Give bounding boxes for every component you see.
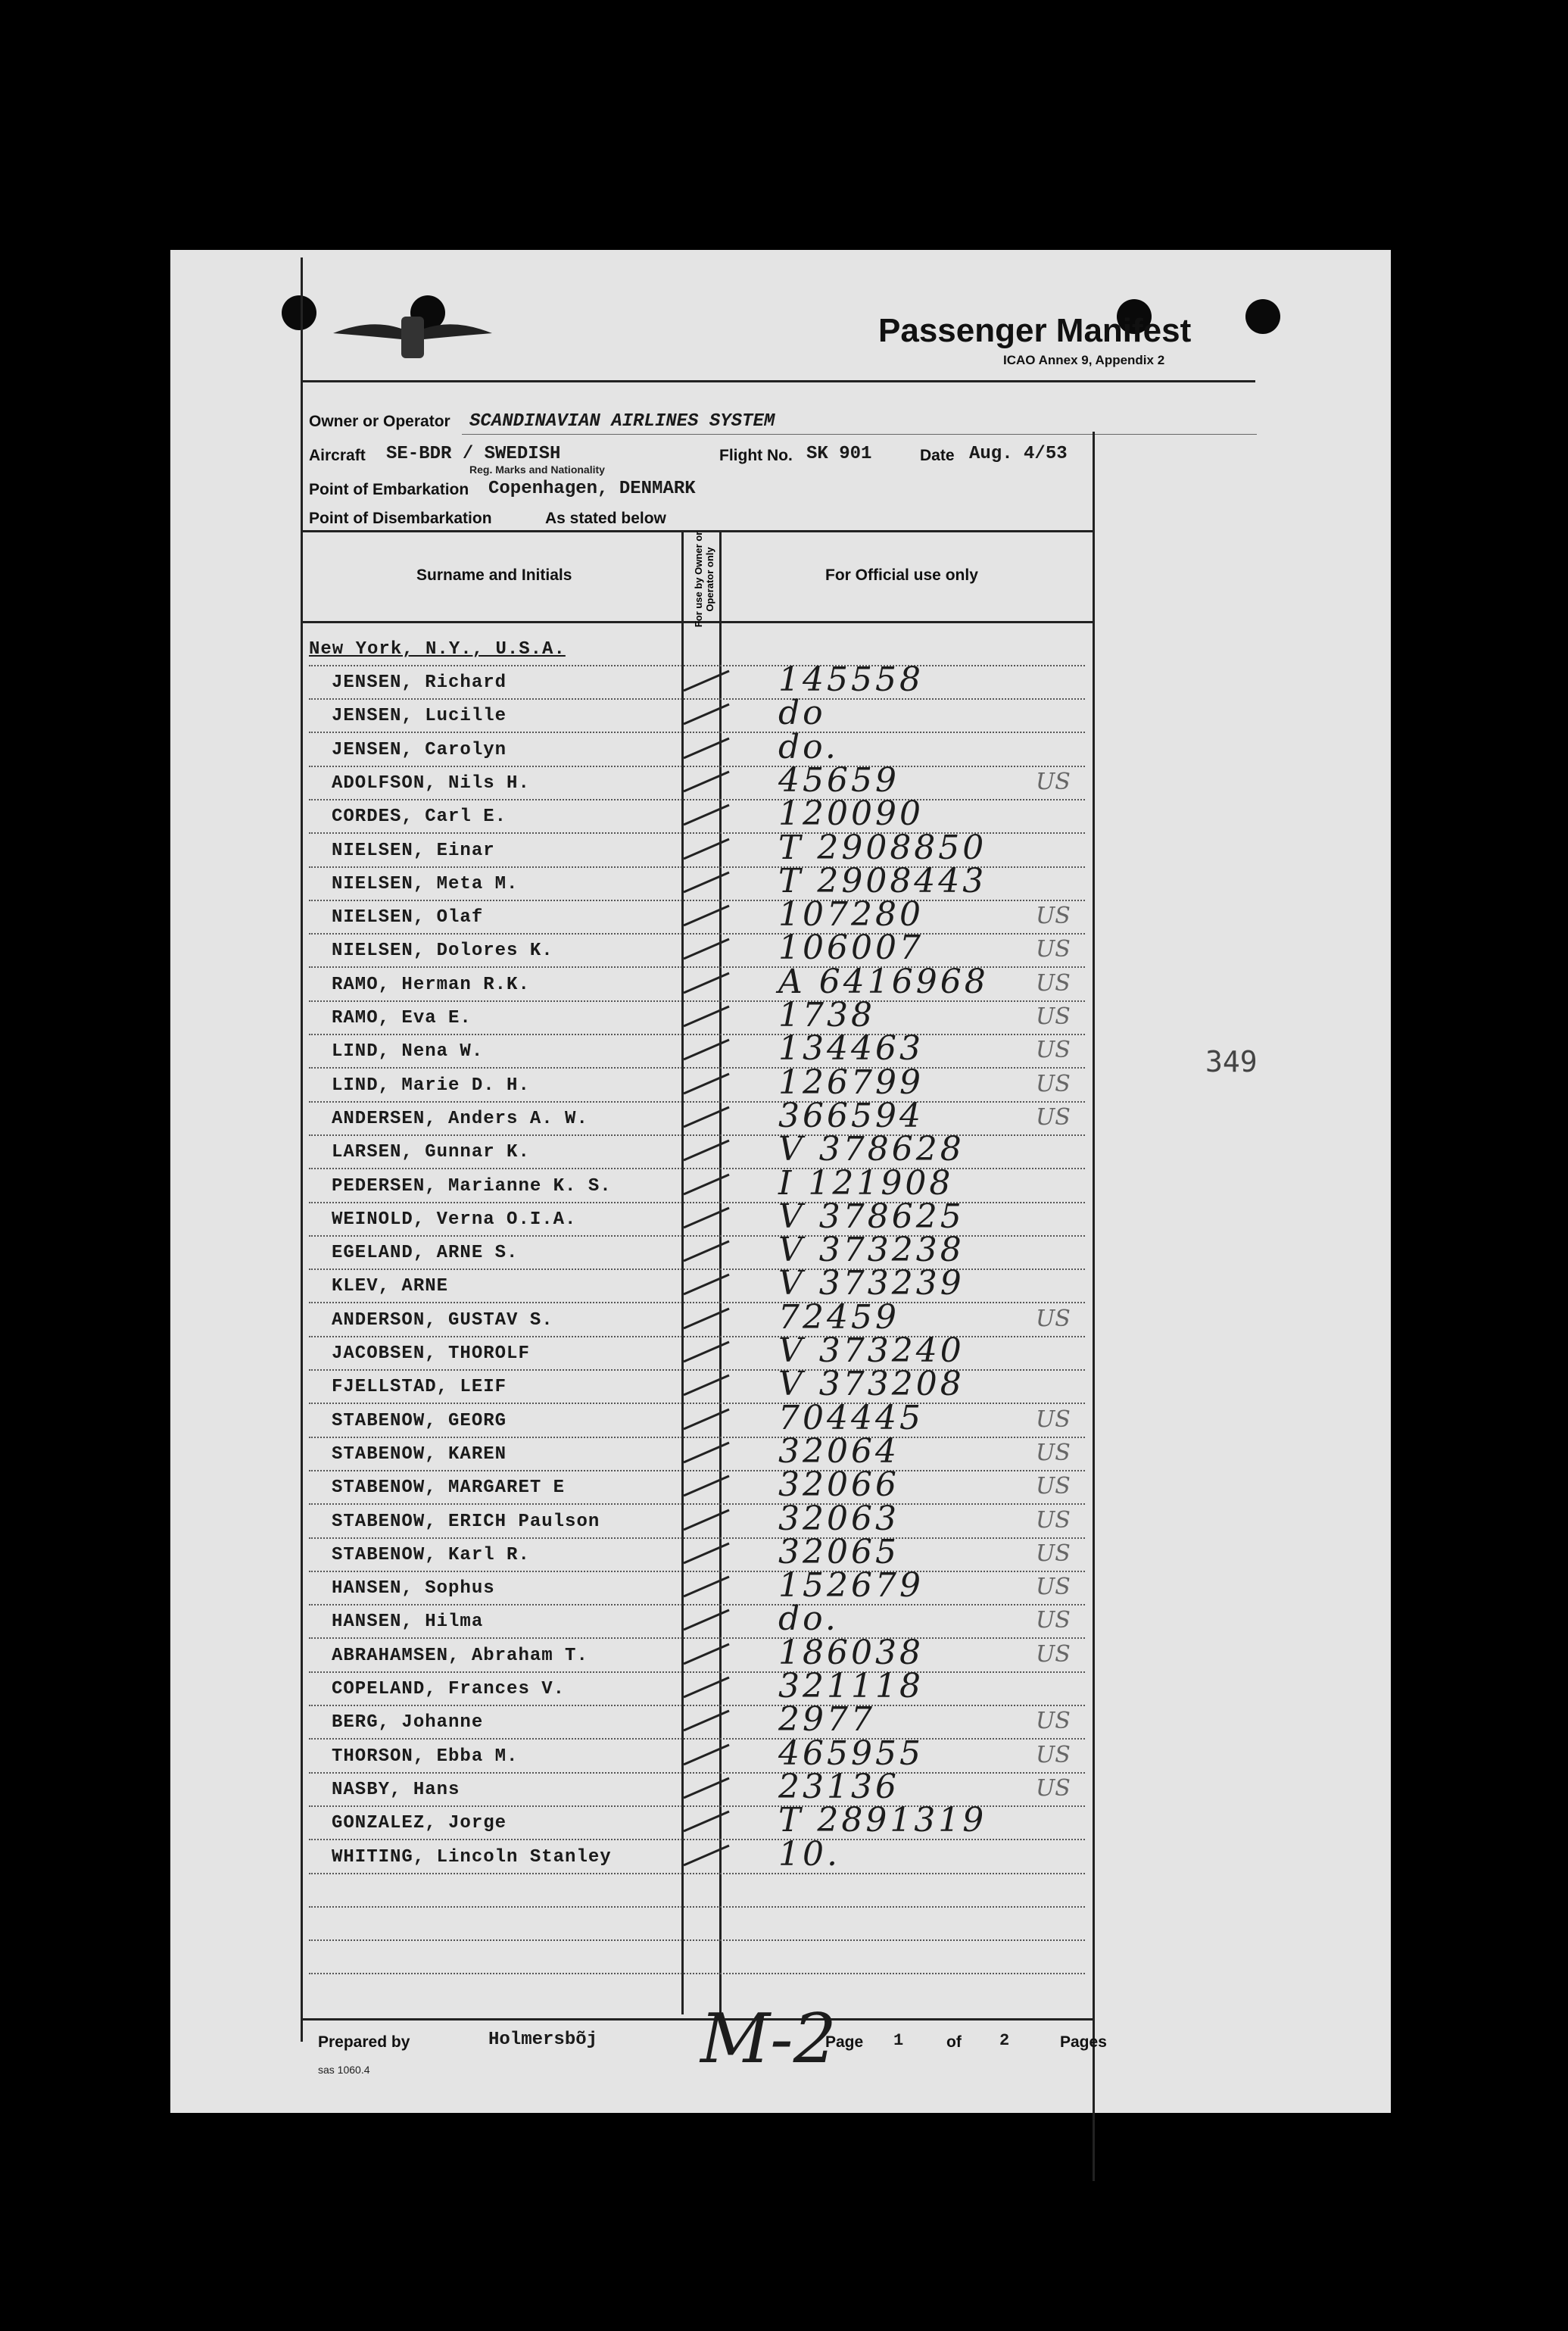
official-number: T 2891319: [778, 1801, 987, 1840]
passenger-name: STABENOW, MARGARET E: [332, 1478, 566, 1499]
check-mark-icon: [680, 1441, 733, 1464]
nationality-mark: US: [1036, 1473, 1071, 1500]
table-row: [309, 660, 1085, 700]
embarkation-value: Copenhagen, DENMARK: [488, 479, 696, 499]
table-row: [309, 1834, 1085, 1874]
official-number: 1738: [778, 996, 875, 1034]
table-row: [309, 1499, 1085, 1539]
destination-text: New York, N.Y., U.S.A.: [309, 639, 566, 660]
check-mark-icon: [680, 1206, 733, 1229]
nationality-mark: US: [1036, 1708, 1071, 1735]
check-mark-icon: [680, 1240, 733, 1262]
column-header-name: Surname and Initials: [416, 566, 572, 584]
passenger-name: KLEV, ARNE: [332, 1276, 449, 1297]
side-number: 349: [1205, 1045, 1258, 1078]
passenger-name: RAMO, Eva E.: [332, 1008, 472, 1028]
disembarkation-label: Point of Disembarkation: [309, 510, 492, 527]
check-mark-icon: [680, 1408, 733, 1431]
official-number: V 373238: [778, 1231, 965, 1270]
table-row: [309, 1029, 1085, 1069]
check-mark-icon: [680, 1509, 733, 1531]
table-row: [309, 1398, 1085, 1438]
check-mark-icon: [680, 1374, 733, 1396]
check-mark-icon: [680, 938, 733, 960]
check-mark-icon: [680, 1273, 733, 1296]
official-number: V 373239: [778, 1264, 965, 1303]
passenger-name: NIELSEN, Einar: [332, 840, 495, 861]
destination-row: [309, 632, 1085, 666]
nationality-mark: US: [1036, 1741, 1071, 1768]
table-row: [309, 996, 1085, 1035]
date-value: Aug. 4/53: [969, 444, 1068, 464]
check-mark-icon: [680, 737, 733, 760]
nationality-mark: US: [1036, 1439, 1071, 1466]
official-number: 72459: [778, 1297, 899, 1337]
page-label: Page: [825, 2033, 864, 2051]
official-number: V 378628: [778, 1130, 965, 1169]
passenger-name: HANSEN, Sophus: [332, 1578, 495, 1599]
table-row: [309, 1465, 1085, 1505]
table-row: [309, 1566, 1085, 1605]
prepared-value: Holmersbõj: [488, 2030, 598, 2050]
passenger-name: STABENOW, KAREN: [332, 1443, 507, 1465]
nationality-mark: US: [1036, 1574, 1071, 1601]
table-row: [309, 861, 1085, 901]
official-number: I 121908: [778, 1163, 954, 1203]
column-header-official: For Official use only: [825, 566, 978, 584]
empty-row: [309, 1873, 1085, 1908]
official-number: V 373240: [778, 1331, 965, 1370]
manifest-form: [301, 257, 1255, 2076]
check-mark-icon: [680, 1340, 733, 1363]
check-mark-icon: [680, 1643, 733, 1665]
official-number: V 373208: [778, 1365, 965, 1404]
pages-label: Pages: [1060, 2033, 1107, 2051]
check-mark-icon: [680, 770, 733, 793]
official-number: A 6416968: [778, 962, 989, 1001]
passenger-name: ANDERSON, GUSTAV S.: [332, 1309, 553, 1331]
table-row: [309, 760, 1085, 800]
passenger-name: LARSEN, Gunnar K.: [332, 1142, 530, 1163]
page-value: 1: [893, 2031, 904, 2050]
prepared-label: Prepared by: [318, 2033, 410, 2051]
check-mark-icon: [680, 1106, 733, 1128]
bottom-mark: M-2: [700, 1999, 837, 2079]
nationality-mark: US: [1036, 1103, 1071, 1131]
table-row: [309, 1365, 1085, 1404]
official-number: do: [778, 694, 826, 733]
table-row: [309, 1096, 1085, 1136]
official-number: 120090: [778, 794, 924, 834]
official-number: 186038: [778, 1633, 924, 1672]
flight-label: Flight No.: [719, 447, 793, 464]
table-row: [309, 727, 1085, 767]
official-number: 704445: [778, 1398, 924, 1437]
check-mark-icon: [680, 1173, 733, 1196]
manifest-title: Passenger Manifest: [878, 312, 1192, 349]
nationality-mark: US: [1036, 1774, 1071, 1802]
check-mark-icon: [680, 1307, 733, 1330]
nationality-mark: US: [1036, 1506, 1071, 1534]
official-number: 107280: [778, 895, 924, 935]
form-number: sas 1060.4: [318, 2064, 370, 2076]
aircraft-value: SE-BDR / SWEDISH: [386, 444, 561, 464]
official-number: 321118: [778, 1667, 924, 1705]
official-number: 366594: [778, 1096, 924, 1135]
passenger-name: STABENOW, Karl R.: [332, 1544, 530, 1565]
check-mark-icon: [680, 1709, 733, 1732]
check-mark-icon: [680, 871, 733, 894]
table-row: [309, 1297, 1085, 1337]
official-number: 32064: [778, 1431, 899, 1471]
passenger-name: RAMO, Herman R.K.: [332, 974, 530, 995]
official-number: 134463: [778, 1029, 924, 1069]
passenger-name: WEINOLD, Verna O.I.A.: [332, 1209, 577, 1230]
check-mark-icon: [680, 1474, 733, 1497]
check-mark-icon: [680, 669, 733, 692]
official-number: 2977: [778, 1700, 875, 1740]
nationality-mark: US: [1036, 1540, 1071, 1567]
passenger-name: GONZALEZ, Jorge: [332, 1813, 507, 1834]
passenger-name: ANDERSEN, Anders A. W.: [332, 1108, 588, 1129]
passenger-name: NIELSEN, Dolores K.: [332, 941, 553, 962]
of-label: of: [946, 2033, 962, 2051]
official-number: do.: [778, 1599, 839, 1639]
table-row: [309, 1801, 1085, 1840]
nationality-mark: US: [1036, 936, 1071, 963]
passenger-name: COPELAND, Frances V.: [332, 1679, 566, 1699]
passenger-name: JENSEN, Carolyn: [332, 739, 507, 760]
passenger-name: ABRAHAMSEN, Abraham T.: [332, 1645, 588, 1666]
official-number: 45659: [778, 760, 899, 800]
official-number: 106007: [778, 928, 924, 968]
nationality-mark: US: [1036, 1037, 1071, 1064]
official-number: V 378625: [778, 1197, 965, 1236]
nationality-mark: US: [1036, 1640, 1071, 1668]
official-number: 10.: [778, 1834, 840, 1874]
table-row: [309, 1163, 1085, 1203]
passenger-name: FJELLSTAD, LEIF: [332, 1377, 507, 1398]
manifest-sheet: [170, 250, 1391, 2113]
official-number: 465955: [778, 1733, 924, 1773]
nationality-mark: US: [1036, 1406, 1071, 1433]
nationality-mark: US: [1036, 1070, 1071, 1097]
nationality-mark: US: [1036, 1003, 1071, 1030]
aircraft-sublabel: Reg. Marks and Nationality: [469, 463, 605, 476]
passenger-name: ADOLFSON, Nils H.: [332, 772, 530, 794]
check-mark-icon: [680, 1072, 733, 1095]
check-mark-icon: [680, 1676, 733, 1699]
column-header-owner-use: For use by Owner or Operator only: [693, 531, 715, 628]
official-number: 32066: [778, 1465, 899, 1505]
passenger-name: NIELSEN, Olaf: [332, 907, 484, 928]
nationality-mark: US: [1036, 903, 1071, 930]
of-value: 2: [999, 2031, 1010, 2050]
passenger-name: BERG, Johanne: [332, 1712, 484, 1733]
check-mark-icon: [680, 1743, 733, 1766]
nationality-mark: US: [1036, 1607, 1071, 1634]
check-mark-icon: [680, 1542, 733, 1565]
table-row: [309, 1733, 1085, 1774]
check-mark-icon: [680, 1575, 733, 1598]
date-label: Date: [920, 447, 955, 464]
nationality-mark: US: [1036, 969, 1071, 997]
flight-value: SK 901: [806, 444, 872, 464]
official-number: 145558: [778, 660, 924, 699]
table-row: [309, 1532, 1085, 1572]
table-row: [309, 1633, 1085, 1673]
table-row: [309, 1063, 1085, 1103]
passenger-name: JENSEN, Richard: [332, 672, 507, 693]
table-row: [309, 1130, 1085, 1169]
official-number: do.: [778, 727, 839, 766]
table-row: [309, 1231, 1085, 1270]
table-row: [309, 1431, 1085, 1471]
official-number: T 2908850: [778, 828, 987, 867]
passenger-name: LIND, Marie D. H.: [332, 1075, 530, 1096]
passenger-name: JENSEN, Lucille: [332, 706, 507, 727]
check-mark-icon: [680, 1609, 733, 1631]
table-row: [309, 1331, 1085, 1371]
check-mark-icon: [680, 1005, 733, 1028]
table-row: [309, 1197, 1085, 1237]
passenger-name: THORSON, Ebba M.: [332, 1746, 519, 1767]
check-mark-icon: [680, 1777, 733, 1799]
official-number: 23136: [778, 1767, 899, 1806]
table-row: [309, 694, 1085, 733]
official-number: 126799: [778, 1063, 924, 1102]
table-row: [309, 1667, 1085, 1706]
table-row: [309, 962, 1085, 1002]
passenger-name: HANSEN, Hilma: [332, 1612, 484, 1633]
nationality-mark: US: [1036, 768, 1071, 795]
passenger-name: PEDERSEN, Marianne K. S.: [332, 1175, 612, 1197]
table-row: [309, 895, 1085, 935]
disembarkation-value: As stated below: [545, 510, 666, 527]
embarkation-label: Point of Embarkation: [309, 481, 469, 498]
check-mark-icon: [680, 703, 733, 726]
passenger-name: EGELAND, ARNE S.: [332, 1243, 519, 1264]
aircraft-label: Aircraft: [309, 447, 366, 464]
check-mark-icon: [680, 1038, 733, 1061]
passenger-name: NASBY, Hans: [332, 1779, 460, 1800]
airline-logo: [326, 303, 500, 364]
empty-row: [309, 1939, 1085, 1974]
table-row: [309, 1264, 1085, 1303]
check-mark-icon: [680, 1810, 733, 1833]
check-mark-icon: [680, 1844, 733, 1867]
check-mark-icon: [680, 838, 733, 860]
passenger-name: NIELSEN, Meta M.: [332, 873, 519, 894]
passenger-name: JACOBSEN, THOROLF: [332, 1343, 530, 1364]
manifest-subtitle: ICAO Annex 9, Appendix 2: [1003, 353, 1165, 367]
passenger-name: STABENOW, ERICH Paulson: [332, 1511, 600, 1532]
empty-row: [309, 1906, 1085, 1941]
table-row: [309, 1700, 1085, 1740]
official-number: 152679: [778, 1566, 924, 1605]
check-mark-icon: [680, 904, 733, 927]
check-mark-icon: [680, 1139, 733, 1162]
official-number: T 2908443: [778, 861, 987, 900]
official-number: 32063: [778, 1499, 899, 1538]
nationality-mark: US: [1036, 1305, 1071, 1332]
check-mark-icon: [680, 972, 733, 994]
passenger-name: STABENOW, GEORG: [332, 1410, 507, 1431]
official-number: 32065: [778, 1532, 899, 1571]
table-row: [309, 1599, 1085, 1639]
owner-label: Owner or Operator: [309, 413, 450, 430]
check-mark-icon: [680, 804, 733, 826]
passenger-name: LIND, Nena W.: [332, 1041, 484, 1063]
passenger-name: CORDES, Carl E.: [332, 807, 507, 828]
passenger-name: WHITING, Lincoln Stanley: [332, 1846, 612, 1868]
owner-value: SCANDINAVIAN AIRLINES SYSTEM: [469, 411, 775, 432]
